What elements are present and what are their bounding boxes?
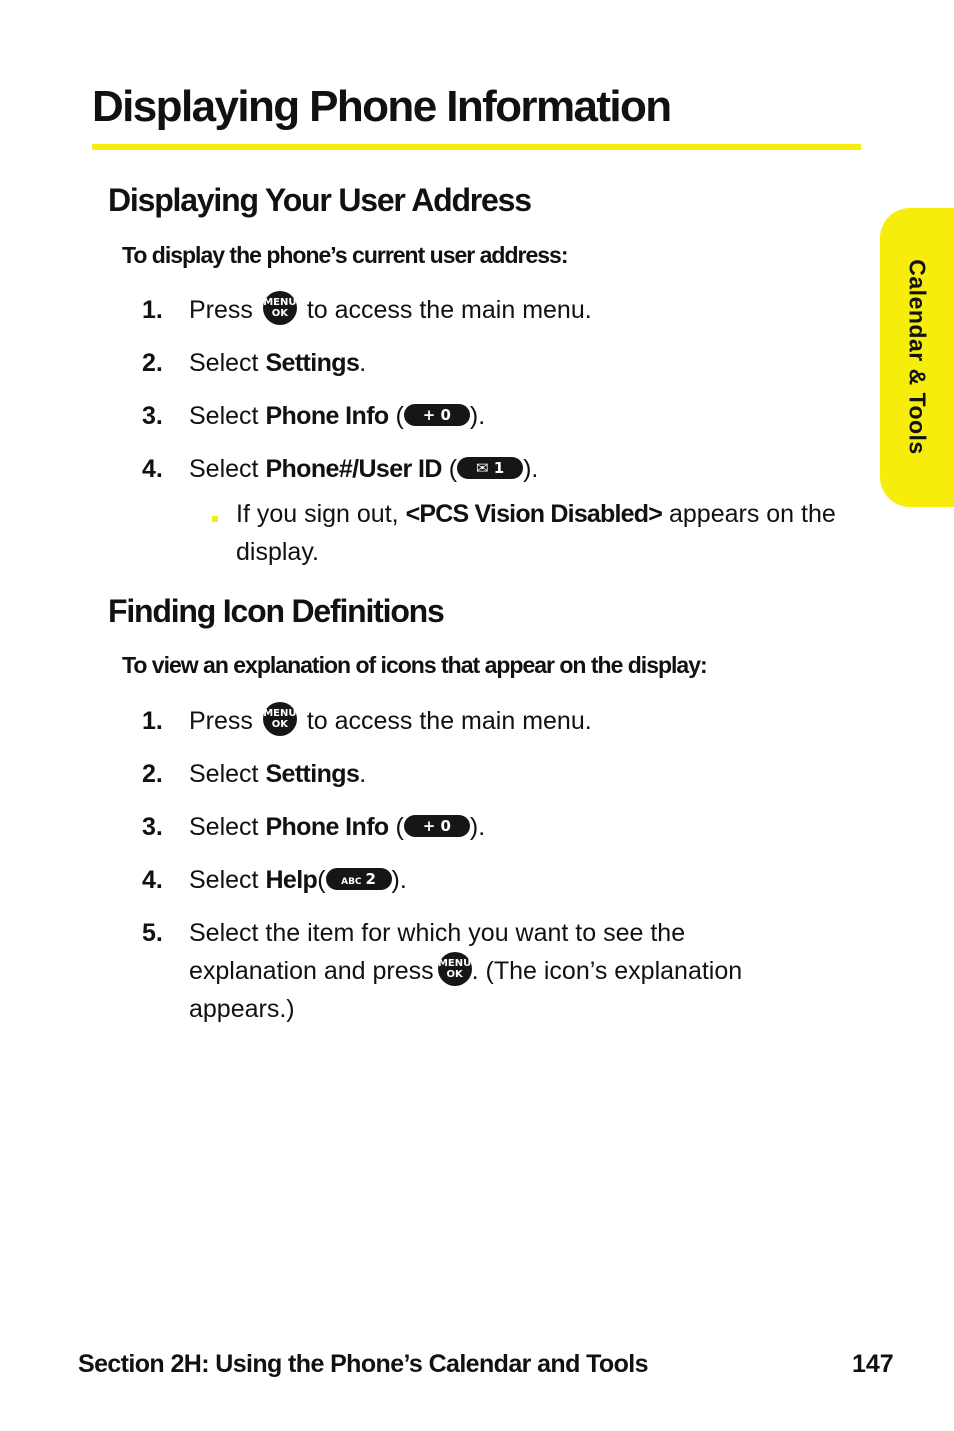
bullet-icon (212, 516, 218, 522)
step-text: Select Help( ABC 2 ). (189, 866, 407, 894)
step-text: Select Phone Info ( + 0 ). (189, 813, 486, 841)
step-text: Select Phone Info ( + 0 ). (189, 402, 486, 430)
bullet-note: If you sign out, <PCS Vision Disabled> appears on the display. (236, 500, 836, 566)
one-key-icon: ✉ 1 (457, 457, 523, 479)
step-number: 1. (142, 707, 163, 735)
step-number: 2. (142, 349, 163, 377)
section-intro: To view an explanation of icons that appear on the display: (122, 652, 707, 678)
step-text: Press MENU OK to access the main menu. (189, 702, 799, 740)
page-number: 147 (852, 1350, 894, 1378)
step-number: 5. (142, 919, 163, 947)
title-rule (92, 144, 861, 150)
step-number: 3. (142, 813, 163, 841)
zero-key-icon: + 0 (404, 404, 470, 426)
side-tab-label: Calendar & Tools (904, 259, 931, 455)
step-number: 2. (142, 760, 163, 788)
section-intro: To display the phone’s current user address: (122, 242, 568, 268)
step-number: 3. (142, 402, 163, 430)
menu-ok-key-icon: MENU OK (263, 702, 297, 736)
step-number: 4. (142, 866, 163, 894)
step-text: Press MENU OK to access the main menu. (189, 291, 799, 329)
step-text: Select the item for which you want to see the explanation and press MENU OK . (The icon’s explanation appears.) (189, 919, 743, 1023)
menu-ok-key-icon: MENU OK (263, 291, 297, 325)
step-number: 1. (142, 296, 163, 324)
menu-ok-key-icon: MENU OK (438, 952, 472, 986)
footer-section-title: Section 2H: Using the Phone’s Calendar and Tools (78, 1350, 648, 1378)
page-title: Displaying Phone Information (92, 82, 671, 131)
step-text: Select Settings. (189, 760, 367, 788)
section-heading-icon-definitions: Finding Icon Definitions (108, 593, 444, 629)
step-number: 4. (142, 455, 163, 483)
zero-key-icon: + 0 (404, 815, 470, 837)
section-heading-user-address: Displaying Your User Address (108, 182, 531, 218)
step-text: Select Phone#/User ID ( ✉ 1 ). (189, 455, 539, 483)
step-text: Select Settings. (189, 349, 367, 377)
two-key-icon: ABC 2 (326, 868, 392, 890)
